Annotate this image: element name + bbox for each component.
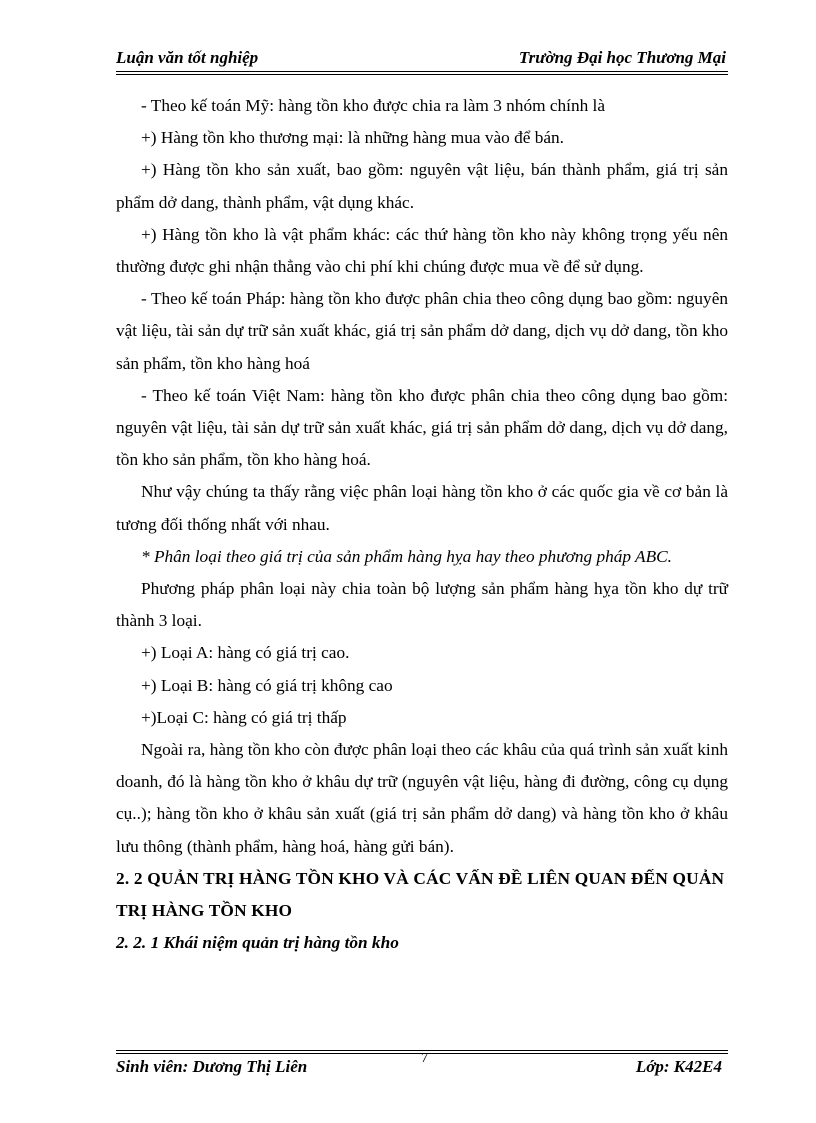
footer-student: Sinh viên: Dương Thị Liên xyxy=(116,1057,308,1076)
paragraph-abc-method: Phương pháp phân loại này chia toàn bộ lượng sản phẩm hàng hỵa tồn kho dự trữ thành 3 loại. xyxy=(116,579,728,631)
section-heading: 2. 2 QUẢN TRỊ HÀNG TỒN KHO VÀ CÁC VẤN ĐỀ LIÊN QUAN ĐẾN QUẢN TRỊ HÀNG TỒN KHO xyxy=(116,868,725,921)
paragraph-type-a: +) Loại A: hàng có giá trị cao. xyxy=(141,643,350,663)
header-rule xyxy=(116,71,728,75)
paragraph-type-c: +)Loại C: hàng có giá trị thấp xyxy=(141,707,347,727)
paragraph-stage-classification: Ngoài ra, hàng tồn kho còn được phân loại theo các khâu của quá trình sản xuất kinh doanh, đó là hàng tồn kho ở khâu dự trữ (nguyên vật liệu, hàng đi đường, công cụ dụng cụ..); hàng tồn kho ở khâu sản xuất (giá trị sản phẩm dở dang) và hàng tồn kho ở khâu lưu thông (thành phẩm, hàng hoá, hàng gửi bán). xyxy=(116,740,728,856)
paragraph-abc-heading: * Phân loại theo giá trị của sản phẩm hàng hỵa hay theo phương pháp ABC. xyxy=(141,546,672,566)
paragraph-french-accounting: - Theo kế toán Pháp: hàng tồn kho được phân chia theo công dụng bao gồm: nguyên vật liệu, tài sản dự trữ sản xuất khác, giá trị sản phẩm dở dang, dịch vụ dở dang, tồn kho sản phẩm, tồn kho hàng hoá xyxy=(116,289,728,373)
paragraph-us-accounting: - Theo kế toán Mỹ: hàng tồn kho được chia ra làm 3 nhóm chính là xyxy=(141,96,606,115)
paragraph-summary: Như vậy chúng ta thấy rằng việc phân loại hàng tồn kho ở các quốc gia về cơ bản là tương đối thống nhất với nhau. xyxy=(116,482,728,534)
paragraph-vietnam-accounting: - Theo kế toán Việt Nam: hàng tồn kho được phân chia theo công dụng bao gồm: nguyên vật liệu, tài sản dự trữ sản xuất khác, giá trị sản phẩm dở dang, dịch vụ dở dang, tồn kho sản phẩm, tồn kho hàng hoá. xyxy=(116,385,728,470)
footer-class: Lớp: K42E4 xyxy=(635,1057,722,1076)
page-body xyxy=(116,90,728,959)
paragraph-other-inventory: +) Hàng tồn kho là vật phẩm khác: các thứ hàng tồn kho này không trọng yếu nên thường được ghi nhận thẳng vào chi phí khi chúng được mua về để sử dụng. xyxy=(116,224,728,277)
page-number: 7 xyxy=(421,1051,428,1066)
paragraph-production-inventory: +) Hàng tồn kho sản xuất, bao gồm: nguyên vật liệu, bán thành phẩm, giá trị sản phẩm dở dang, thành phẩm, vật dụng khác. xyxy=(116,160,728,212)
paragraph-type-b: +) Loại B: hàng có giá trị không cao xyxy=(141,675,393,695)
header-thesis-title: Luận văn tốt nghiệp xyxy=(116,48,259,67)
header-university: Trường Đại học Thương Mại xyxy=(518,48,726,67)
subsection-heading: 2. 2. 1 Khái niệm quản trị hàng tồn kho xyxy=(116,933,399,953)
paragraph-commercial-inventory: +) Hàng tồn kho thương mại: là những hàng mua vào để bán. xyxy=(141,128,565,148)
page-footer xyxy=(116,1051,728,1083)
